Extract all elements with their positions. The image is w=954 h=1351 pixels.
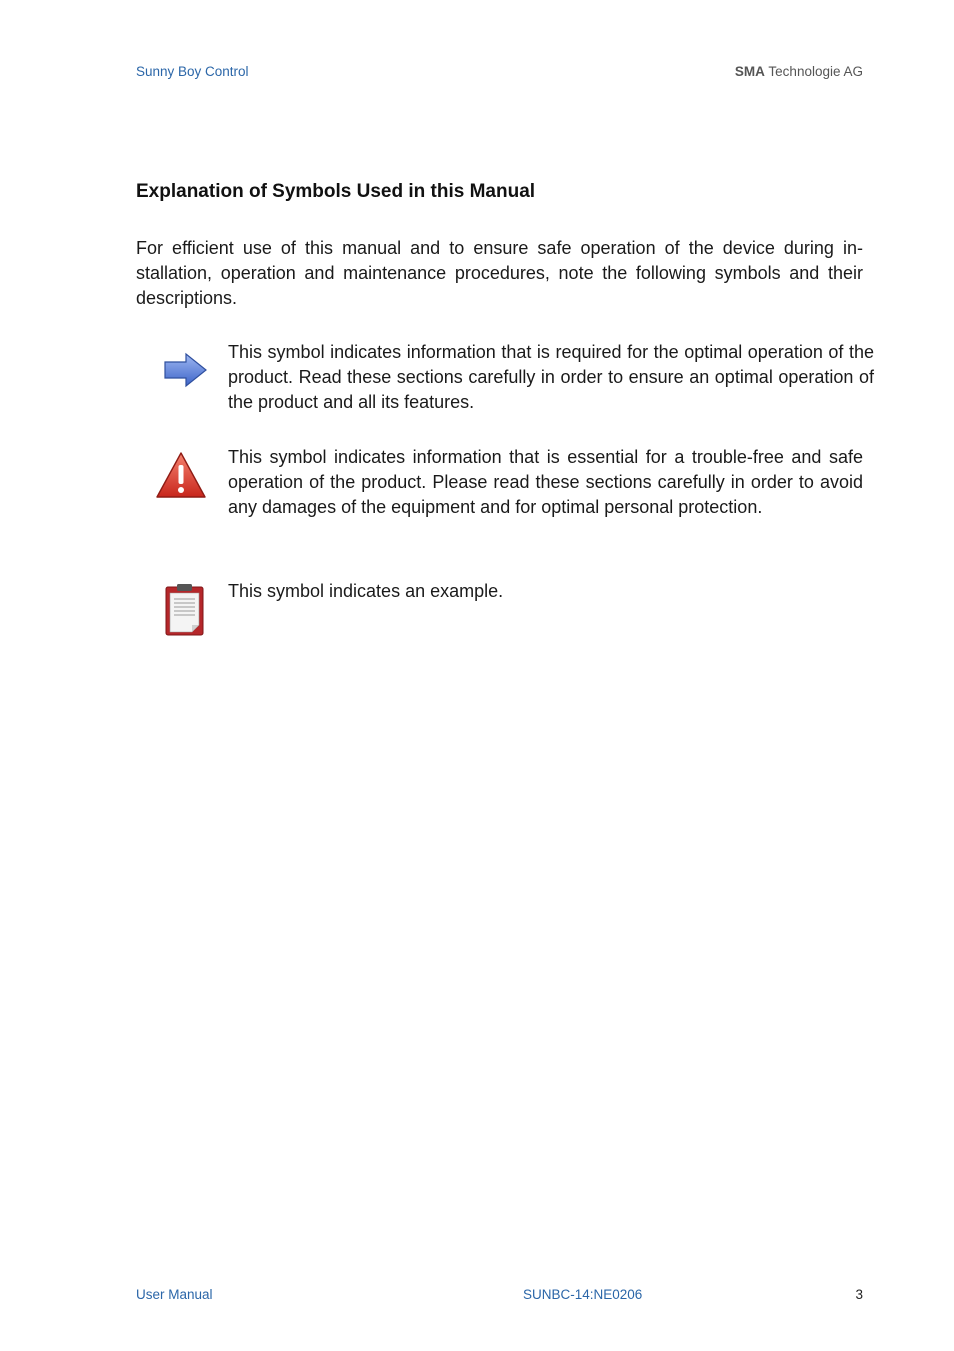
- section-title: Explanation of Symbols Used in this Manual: [136, 181, 536, 202]
- symbol-example-text: This symbol indicates an example.: [228, 581, 504, 601]
- section-intro: For efficient use of this manual and to ensure safe operation of the device during installation, operation and maintenance procedures, note the following symbols and their descriptions.: [136, 238, 863, 308]
- symbol-info-text: This symbol indicates information that is required for the optimal operation of the product. Read these sections carefully in order to ensure an optimal operation of the product and all its features.: [228, 342, 874, 412]
- footer-label: User Manual: [136, 1287, 213, 1302]
- header-company: [735, 64, 863, 79]
- header-document-title: Sunny Boy Control: [136, 64, 249, 79]
- header-brand: SMA: [734, 64, 765, 79]
- page-number: 3: [855, 1287, 863, 1302]
- clipboard-icon: [152, 579, 210, 643]
- warning-triangle-icon: [152, 445, 210, 503]
- symbol-warning-text: This symbol indicates information that is essential for a trouble-free and safe operation of the product. Please read these sections carefully in order to avoid any damages of the equipment and for optimal personal protection.: [228, 447, 863, 517]
- arrow-right-icon: [152, 340, 210, 398]
- header-company-rest: Technologie AG: [764, 64, 863, 79]
- footer-document-code: SUNBC-14:NE0206: [523, 1287, 643, 1302]
